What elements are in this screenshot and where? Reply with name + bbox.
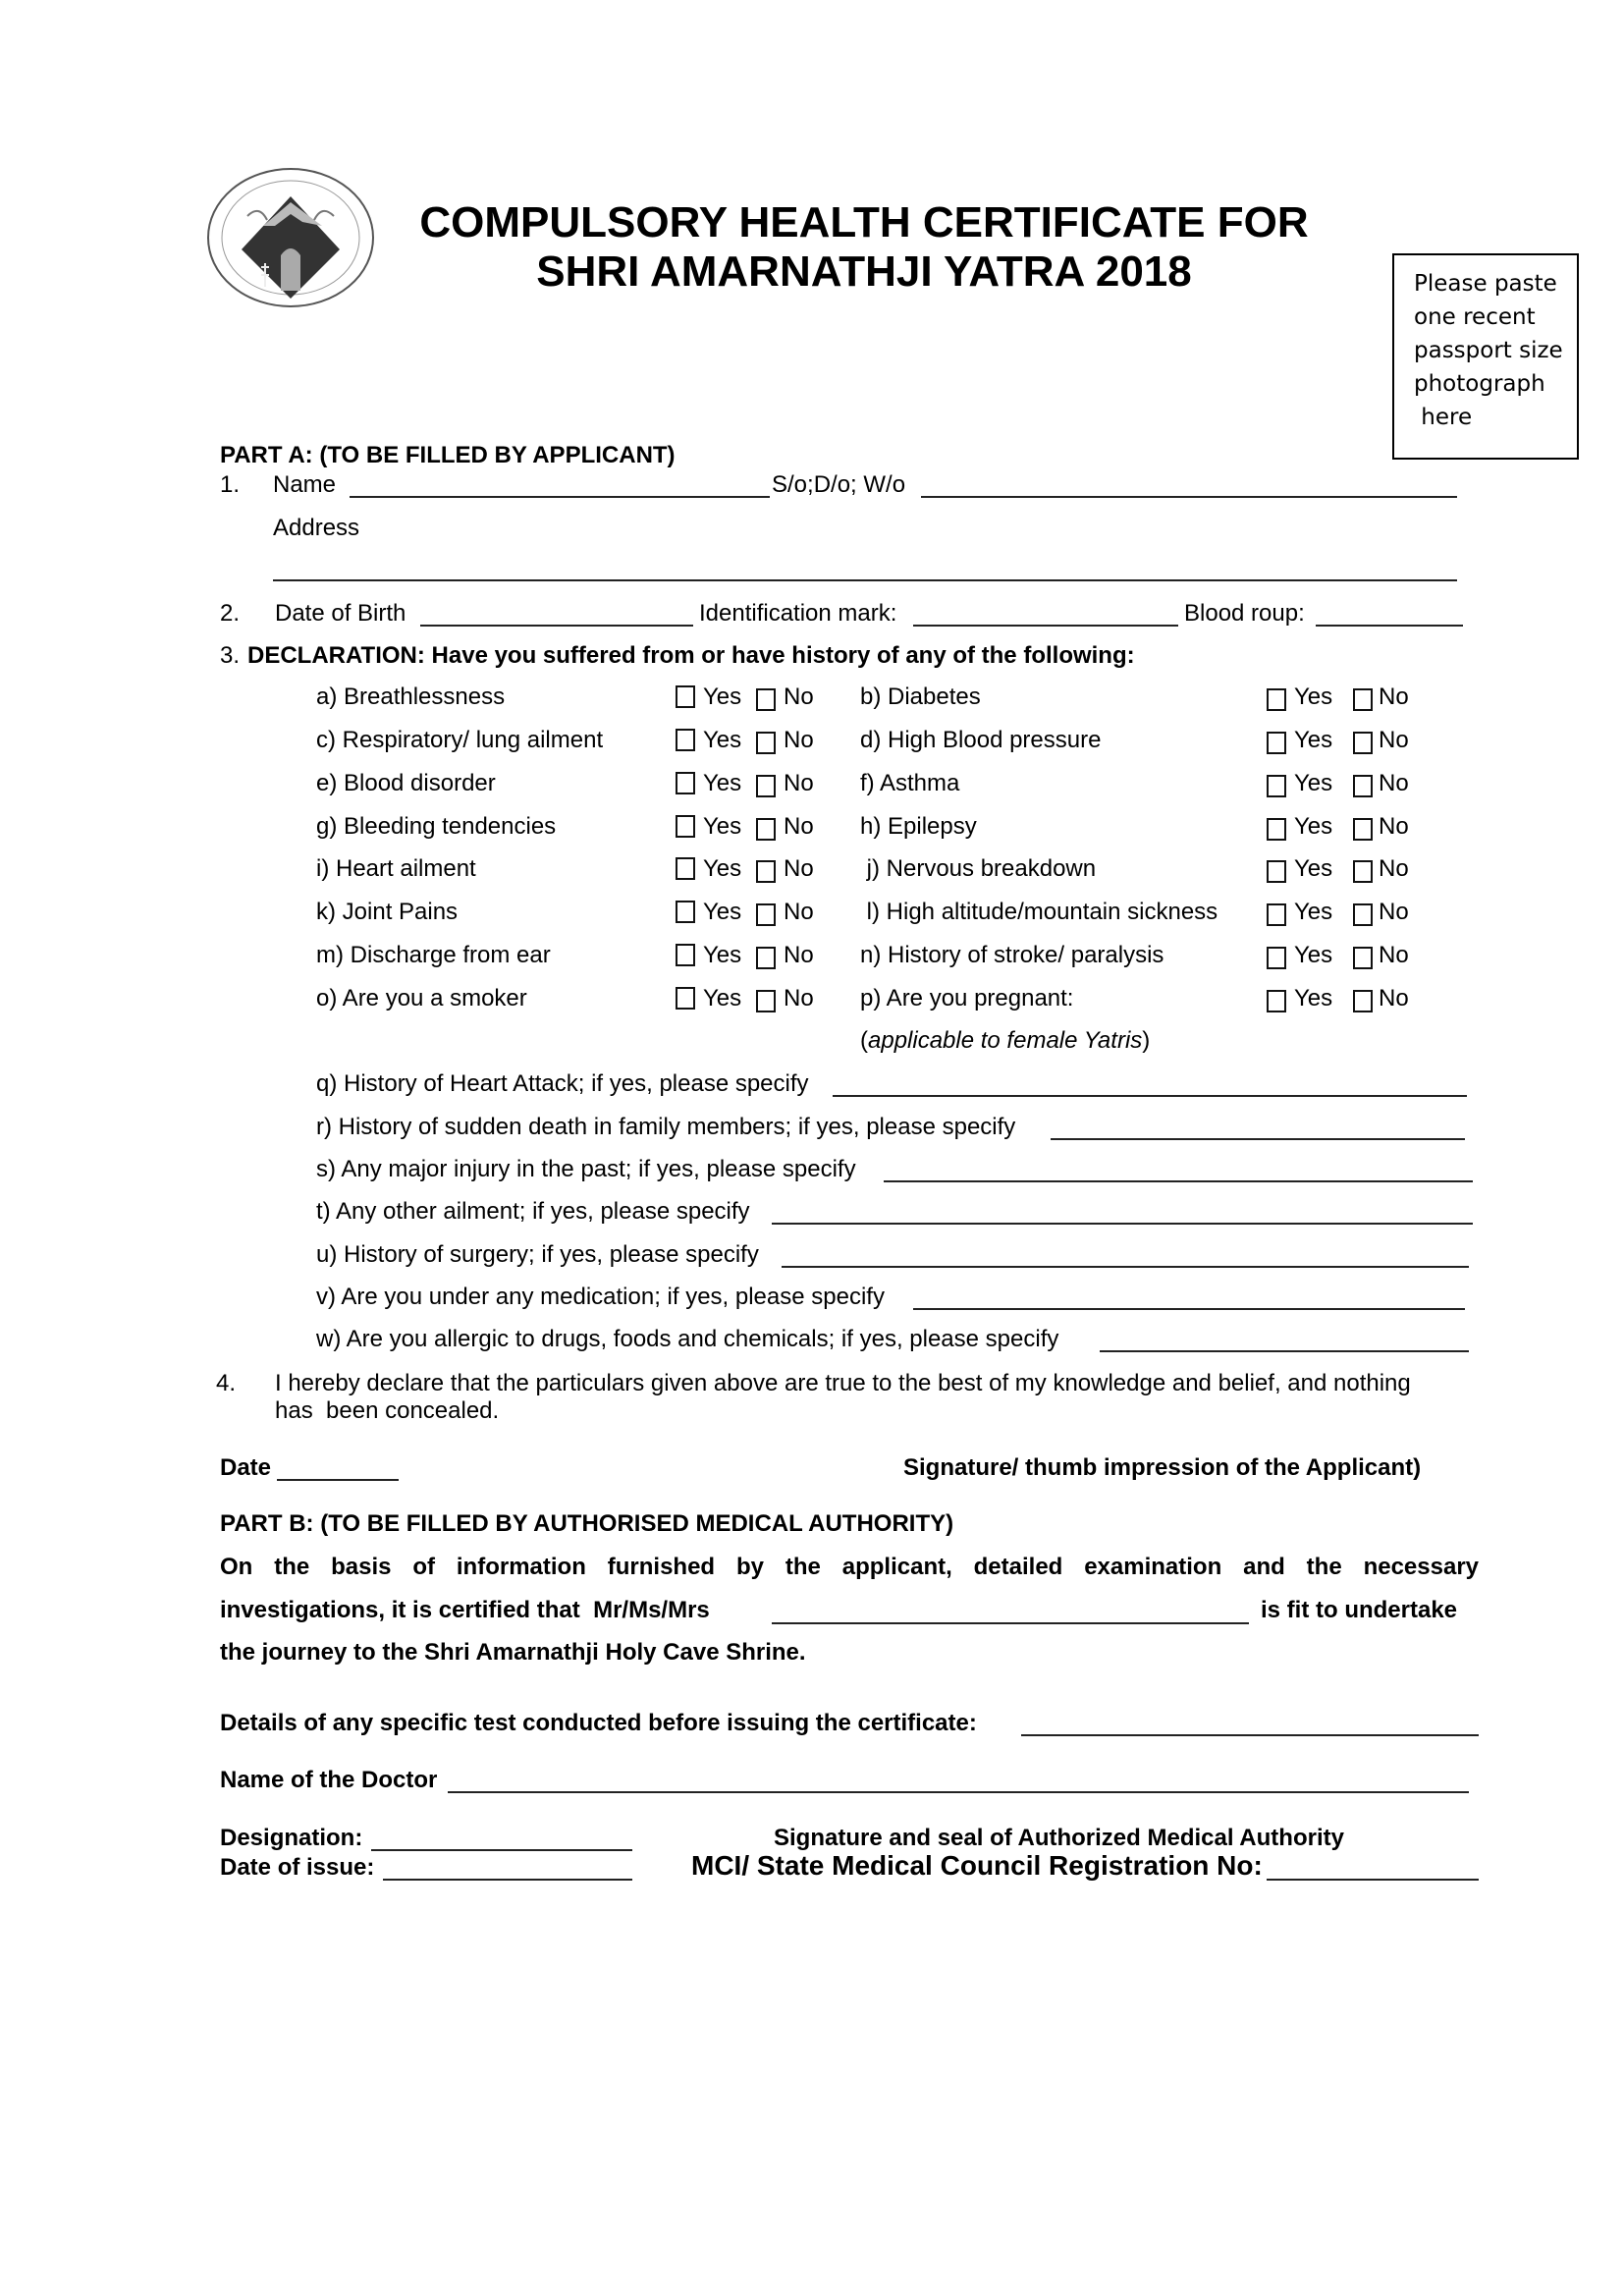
- no-label: No: [784, 985, 814, 1011]
- specify-answer-field[interactable]: [884, 1180, 1473, 1182]
- yes-checkbox[interactable]: [676, 987, 695, 1010]
- no-checkbox[interactable]: [1353, 903, 1373, 926]
- certified-person-name-field[interactable]: [772, 1622, 1249, 1624]
- dob-label: Date of Birth: [275, 600, 406, 627]
- photo-box-text: here: [1414, 405, 1473, 430]
- document-title-line2: SHRI AMARNATHJI YATRA 2018: [536, 247, 1192, 296]
- identification-mark-field[interactable]: [913, 625, 1178, 627]
- no-checkbox[interactable]: [1353, 688, 1373, 711]
- yes-label: Yes: [703, 855, 742, 882]
- yes-label: Yes: [703, 813, 742, 840]
- yes-checkbox[interactable]: [1267, 947, 1286, 969]
- declaration-statement-line2: has been concealed.: [275, 1397, 500, 1424]
- no-label: No: [1379, 683, 1409, 710]
- address-field[interactable]: [273, 579, 1457, 581]
- yes-checkbox[interactable]: [676, 901, 695, 923]
- condition-label: p) Are you pregnant:: [860, 985, 1074, 1011]
- no-checkbox[interactable]: [1353, 775, 1373, 797]
- specify-question: q) History of Heart Attack; if yes, please specify: [316, 1070, 809, 1097]
- yes-label: Yes: [1294, 727, 1333, 753]
- designation-field[interactable]: [371, 1849, 632, 1851]
- test-details-label: Details of any specific test conducted before issuing the certificate:: [220, 1710, 977, 1736]
- no-label: No: [784, 899, 814, 925]
- specify-answer-field[interactable]: [782, 1266, 1469, 1268]
- specify-answer-field[interactable]: [1100, 1350, 1469, 1352]
- no-label: No: [1379, 855, 1409, 882]
- yes-checkbox[interactable]: [676, 815, 695, 838]
- photo-box-text: one recent: [1414, 304, 1536, 330]
- blood-group-label: Blood roup:: [1184, 600, 1305, 627]
- document-title-line1: COMPULSORY HEALTH CERTIFICATE FOR: [419, 198, 1309, 246]
- applicant-date-label: Date: [220, 1454, 272, 1481]
- yes-label: Yes: [1294, 855, 1333, 882]
- no-label: No: [1379, 899, 1409, 925]
- specify-question: v) Are you under any medication; if yes, please specify: [316, 1284, 885, 1310]
- yes-label: Yes: [1294, 683, 1333, 710]
- yes-checkbox[interactable]: [1267, 903, 1286, 926]
- condition-label: n) History of stroke/ paralysis: [860, 942, 1164, 968]
- specify-answer-field[interactable]: [833, 1095, 1467, 1097]
- condition-label: b) Diabetes: [860, 683, 981, 710]
- condition-label: e) Blood disorder: [316, 770, 496, 796]
- certification-paragraph-line3: the journey to the Shri Amarnathji Holy Cave Shrine.: [220, 1639, 806, 1666]
- no-label: No: [784, 770, 814, 796]
- condition-label: l) High altitude/mountain sickness: [860, 899, 1218, 925]
- no-label: No: [1379, 985, 1409, 1011]
- condition-label: h) Epilepsy: [860, 813, 977, 840]
- yes-checkbox[interactable]: [1267, 688, 1286, 711]
- part-b-heading: PART B: (TO BE FILLED BY AUTHORISED MEDICAL AUTHORITY): [220, 1510, 954, 1537]
- item-4-number: 4.: [216, 1370, 237, 1396]
- dob-field[interactable]: [420, 625, 693, 627]
- no-label: No: [784, 942, 814, 968]
- specify-question: t) Any other ailment; if yes, please specify: [316, 1198, 750, 1225]
- yes-label: Yes: [703, 942, 742, 968]
- no-label: No: [1379, 813, 1409, 840]
- yes-checkbox[interactable]: [676, 944, 695, 966]
- photo-box-text: photograph: [1414, 371, 1545, 397]
- condition-label: o) Are you a smoker: [316, 985, 527, 1011]
- no-checkbox[interactable]: [756, 990, 776, 1012]
- yes-checkbox[interactable]: [1267, 775, 1286, 797]
- pregnancy-note: [860, 1027, 1150, 1055]
- yes-checkbox[interactable]: [1267, 860, 1286, 883]
- shrine-board-logo: [204, 165, 377, 310]
- photo-box-text: passport size: [1414, 338, 1563, 363]
- specify-answer-field[interactable]: [772, 1223, 1473, 1225]
- applicant-signature-label: Signature/ thumb impression of the Applicant): [903, 1454, 1422, 1481]
- condition-label: j) Nervous breakdown: [860, 855, 1097, 882]
- yes-label: Yes: [1294, 770, 1333, 796]
- yes-checkbox[interactable]: [676, 772, 695, 794]
- no-label: No: [784, 813, 814, 840]
- yes-checkbox[interactable]: [676, 729, 695, 751]
- pregnancy-note-close: ): [1142, 1027, 1151, 1054]
- no-checkbox[interactable]: [756, 903, 776, 926]
- yes-label: Yes: [1294, 942, 1333, 968]
- address-label: Address: [273, 515, 360, 541]
- specify-question: s) Any major injury in the past; if yes, please specify: [316, 1156, 856, 1182]
- condition-label: m) Discharge from ear: [316, 942, 551, 968]
- yes-checkbox[interactable]: [676, 857, 695, 880]
- yes-checkbox[interactable]: [1267, 990, 1286, 1012]
- yes-checkbox[interactable]: [1267, 818, 1286, 841]
- designation-label: Designation:: [220, 1825, 363, 1851]
- certification-paragraph-line1: On the basis of information furnished by the applicant, detailed examination and the necessary: [220, 1554, 1479, 1580]
- part-a-heading: PART A: (TO BE FILLED BY APPLICANT): [220, 442, 676, 468]
- no-checkbox[interactable]: [756, 688, 776, 711]
- test-details-field[interactable]: [1021, 1734, 1479, 1736]
- specify-answer-field[interactable]: [913, 1308, 1465, 1310]
- specify-question: r) History of sudden death in family members; if yes, please specify: [316, 1114, 1016, 1140]
- doctor-name-label: Name of the Doctor: [220, 1767, 438, 1793]
- no-label: No: [1379, 727, 1409, 753]
- condition-label: f) Asthma: [860, 770, 960, 796]
- no-checkbox[interactable]: [1353, 732, 1373, 754]
- yes-label: Yes: [1294, 985, 1333, 1011]
- certification-paragraph-line2-end: is fit to undertake: [1261, 1597, 1458, 1623]
- certification-paragraph-line2: investigations, it is certified that Mr/Ms/Mrs: [220, 1597, 710, 1623]
- no-label: No: [784, 683, 814, 710]
- yes-checkbox[interactable]: [1267, 732, 1286, 754]
- condition-label: a) Breathlessness: [316, 683, 506, 710]
- no-label: No: [784, 727, 814, 753]
- item-2-number: 2.: [220, 600, 241, 627]
- registration-label: MCI/ State Medical Council Registration No:: [691, 1850, 1263, 1881]
- condition-label: g) Bleeding tendencies: [316, 813, 557, 840]
- no-checkbox[interactable]: [1353, 947, 1373, 969]
- name-field[interactable]: [350, 496, 770, 498]
- item-1-number: 1.: [220, 471, 241, 498]
- blood-group-field[interactable]: [1316, 625, 1463, 627]
- no-checkbox[interactable]: [756, 732, 776, 754]
- condition-label: d) High Blood pressure: [860, 727, 1102, 753]
- no-checkbox[interactable]: [756, 947, 776, 969]
- yes-checkbox[interactable]: [676, 685, 695, 708]
- declaration-heading: DECLARATION: Have you suffered from or have history of any of the following:: [247, 642, 1135, 669]
- registration-field[interactable]: [1267, 1879, 1479, 1881]
- doctor-name-field[interactable]: [448, 1791, 1469, 1793]
- passport-photo-box[interactable]: [1392, 253, 1579, 460]
- specify-question: w) Are you allergic to drugs, foods and chemicals; if yes, please specify: [316, 1326, 1059, 1352]
- condition-label: k) Joint Pains: [316, 899, 459, 925]
- applicant-date-field[interactable]: [277, 1479, 399, 1481]
- yes-label: Yes: [703, 770, 742, 796]
- no-label: No: [1379, 942, 1409, 968]
- name-label: Name: [273, 471, 337, 498]
- condition-label: c) Respiratory/ lung ailment: [316, 727, 604, 753]
- yes-label: Yes: [703, 985, 742, 1011]
- no-checkbox[interactable]: [756, 818, 776, 841]
- yes-label: Yes: [1294, 813, 1333, 840]
- shrine-board-emblem-icon: [204, 165, 377, 310]
- identification-mark-label: Identification mark:: [699, 600, 897, 627]
- photo-box-text: Please paste: [1414, 271, 1557, 297]
- signature-seal-label: Signature and seal of Authorized Medical Authority: [774, 1825, 1344, 1851]
- yes-label: Yes: [703, 683, 742, 710]
- no-checkbox[interactable]: [1353, 818, 1373, 841]
- date-of-issue-field[interactable]: [383, 1879, 632, 1881]
- no-label: No: [1379, 770, 1409, 796]
- yes-label: Yes: [703, 727, 742, 753]
- no-checkbox[interactable]: [1353, 990, 1373, 1012]
- pregnancy-note-open: (: [860, 1027, 868, 1054]
- declaration-statement-line1: I hereby declare that the particulars given above are true to the best of my knowledge and belief, and nothing: [275, 1370, 1411, 1396]
- relation-field[interactable]: [921, 496, 1457, 498]
- no-checkbox[interactable]: [1353, 860, 1373, 883]
- date-of-issue-label: Date of issue:: [220, 1854, 375, 1881]
- yes-label: Yes: [1294, 899, 1333, 925]
- yes-label: Yes: [703, 899, 742, 925]
- relation-label: S/o;D/o; W/o: [772, 471, 906, 498]
- no-checkbox[interactable]: [756, 775, 776, 797]
- no-label: No: [784, 855, 814, 882]
- specify-question: u) History of surgery; if yes, please specify: [316, 1241, 759, 1268]
- specify-answer-field[interactable]: [1051, 1138, 1465, 1140]
- no-checkbox[interactable]: [756, 860, 776, 883]
- item-3-number: 3.: [220, 642, 241, 669]
- pregnancy-note-text: applicable to female Yatris: [868, 1027, 1143, 1054]
- condition-label: i) Heart ailment: [316, 855, 476, 882]
